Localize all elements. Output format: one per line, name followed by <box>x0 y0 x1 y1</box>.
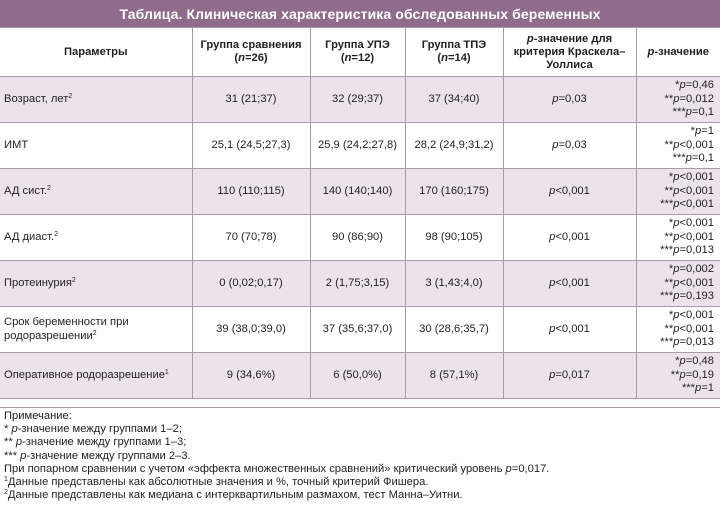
comparison-stars: * <box>668 171 674 184</box>
comparison-stars: ** <box>664 276 674 289</box>
note-stars: ** <box>4 436 16 449</box>
footnote-marker: 2 <box>68 92 73 100</box>
footnote-marker: 2 <box>46 184 51 192</box>
cell-g1-value: 9 (34,6%) <box>192 353 310 399</box>
cell-g2-value: 90 (86;90) <box>310 215 405 261</box>
header-g3-paren: ( <box>437 52 442 64</box>
header-g1-n: n <box>238 52 245 64</box>
cell-g3-value: 170 (160;175) <box>405 169 503 215</box>
parameter-label: Срок беременности при родоразрешении <box>4 316 129 342</box>
p-value: <0,001 <box>679 171 714 184</box>
footnote-marker: 2 <box>4 489 8 497</box>
cell-g1-value: 25,1 (24,5;27,3) <box>192 123 310 169</box>
pairwise-p-line <box>641 309 715 323</box>
footnote-marker: 1 <box>164 368 169 376</box>
p-value: =0,013 <box>679 244 714 257</box>
p-value: =0,46 <box>685 79 714 92</box>
header-g2-n-value: =12) <box>351 52 375 64</box>
cell-pairwise-p <box>636 307 720 353</box>
note-groups-1-2 <box>4 423 716 436</box>
p-value: =1 <box>701 382 714 395</box>
cell-kruskal-wallis <box>503 123 636 169</box>
comparison-stars: *** <box>660 336 674 349</box>
pairwise-p-line <box>641 152 715 166</box>
cell-g2-value: 37 (35,6;37,0) <box>310 307 405 353</box>
cell-parameter <box>0 169 192 215</box>
table-title: Таблица. Клиническая характеристика обследованных беременных <box>0 0 720 27</box>
comparison-stars: *** <box>660 244 674 257</box>
p-value: =0,1 <box>691 152 714 165</box>
p-value: <0,001 <box>679 198 714 211</box>
p-value: <0,001 <box>679 184 714 197</box>
p-symbol: p <box>679 79 686 92</box>
p-value: <0,001 <box>555 276 590 289</box>
p-symbol: p <box>673 92 680 105</box>
p-symbol: p <box>685 106 692 119</box>
parameter-label: АД сист. <box>4 184 47 197</box>
cell-pairwise-p <box>636 215 720 261</box>
cell-g2-value: 140 (140;140) <box>310 169 405 215</box>
p-symbol: p <box>673 138 680 151</box>
cell-g2-value: 2 (1,75;3,15) <box>310 261 405 307</box>
cell-parameter <box>0 77 192 123</box>
comparison-stars: *** <box>672 106 686 119</box>
comparison-stars: * <box>668 217 674 230</box>
p-symbol: p <box>673 276 680 289</box>
cell-kruskal-wallis <box>503 169 636 215</box>
p-value: <0,001 <box>555 322 590 335</box>
cell-g3-value: 3 (1,43;4,0) <box>405 261 503 307</box>
cell-g3-value: 28,2 (24,9;31,2) <box>405 123 503 169</box>
pairwise-p-line <box>641 263 715 277</box>
cell-g1-value: 110 (110;115) <box>192 169 310 215</box>
pairwise-p-line <box>641 277 715 291</box>
comparison-stars: * <box>675 355 680 368</box>
comparison-stars: *** <box>660 290 674 303</box>
p-symbol: p <box>673 322 680 335</box>
note-footnote-1 <box>4 476 716 489</box>
p-symbol: p <box>679 368 686 381</box>
comparison-stars: *** <box>660 198 674 211</box>
cell-kruskal-wallis <box>503 353 636 399</box>
pairwise-p-line <box>641 185 715 199</box>
header-g1-n-value: =26) <box>244 52 268 64</box>
cell-g3-value: 98 (90;105) <box>405 215 503 261</box>
note-stars: *** <box>4 449 21 462</box>
p-value: =0,48 <box>685 355 714 368</box>
header-kw-text: -значение для критерия Краскела–Уоллиса <box>513 32 626 71</box>
note-text: -значение между группами 1–2; <box>17 423 182 436</box>
comparison-stars: *** <box>681 382 695 395</box>
p-value: =0,002 <box>679 263 714 276</box>
p-symbol: p <box>673 336 680 349</box>
p-value: =0,012 <box>679 92 714 105</box>
comparison-stars: * <box>668 309 674 322</box>
p-value: =0,1 <box>691 106 714 119</box>
p-symbol: p <box>549 184 556 197</box>
p-value: =0,19 <box>685 368 714 381</box>
pairwise-p-line <box>641 93 715 107</box>
note-p: p <box>505 462 512 475</box>
cell-g2-value: 6 (50,0%) <box>310 353 405 399</box>
comparison-stars: *** <box>672 152 686 165</box>
footnote-marker: 2 <box>71 276 76 284</box>
p-value: =1 <box>701 125 714 138</box>
header-g1-paren: ( <box>234 52 239 64</box>
cell-g1-value: 70 (70;78) <box>192 215 310 261</box>
cell-parameter <box>0 353 192 399</box>
p-symbol: p <box>673 290 680 303</box>
cell-pairwise-p <box>636 353 720 399</box>
p-value: <0,001 <box>679 276 714 289</box>
pairwise-p-line <box>641 382 715 396</box>
header-kw-p: p <box>526 32 534 45</box>
note-p: p <box>11 423 18 436</box>
comparison-stars: * <box>690 125 695 138</box>
note-text: -значение между группами 1–3; <box>22 436 187 449</box>
table-row <box>0 261 720 307</box>
p-value: <0,001 <box>555 230 590 243</box>
pairwise-p-line <box>641 217 715 231</box>
p-symbol: p <box>673 244 680 257</box>
comparison-stars: ** <box>664 92 674 105</box>
pairwise-p-line <box>641 231 715 245</box>
p-value: <0,001 <box>679 138 714 151</box>
cell-g3-value: 37 (34;40) <box>405 77 503 123</box>
cell-parameter <box>0 123 192 169</box>
pairwise-p-line <box>641 369 715 383</box>
comparison-stars: ** <box>664 322 674 335</box>
pairwise-p-line <box>641 125 715 139</box>
pairwise-p-line <box>641 290 715 304</box>
note-groups-2-3 <box>4 450 716 463</box>
header-g2-name: Группа УПЭ <box>325 39 390 51</box>
p-symbol: p <box>679 355 686 368</box>
cell-pairwise-p <box>636 77 720 123</box>
header-pv-text: -значение <box>654 45 709 58</box>
table-row <box>0 77 720 123</box>
header-params-label: Параметры <box>63 45 128 58</box>
p-value: =0,03 <box>558 92 587 105</box>
header-g3-name: Группа ТПЭ <box>421 39 487 51</box>
cell-g1-value: 39 (38,0;39,0) <box>192 307 310 353</box>
p-value: <0,001 <box>679 322 714 335</box>
header-g2-n: n <box>344 52 352 64</box>
pairwise-p-line <box>641 171 715 185</box>
header-params <box>0 28 192 77</box>
pairwise-p-line <box>641 106 715 120</box>
note-text: Данные представлены как медиана с интерквартильным размахом, тест Манна–Уитни. <box>7 489 463 502</box>
p-value: =0,017 <box>555 368 590 381</box>
cell-parameter <box>0 261 192 307</box>
p-value: =0,013 <box>679 336 714 349</box>
p-value: <0,001 <box>679 230 714 243</box>
parameter-label: АД диаст. <box>4 230 55 243</box>
note-p: p <box>20 449 27 462</box>
footnote-marker: 2 <box>92 329 97 337</box>
pairwise-p-line <box>641 79 715 93</box>
comparison-stars: ** <box>664 138 674 151</box>
footnote-marker: 1 <box>4 476 8 484</box>
cell-kruskal-wallis <box>503 77 636 123</box>
p-symbol: p <box>673 230 680 243</box>
cell-pairwise-p <box>636 169 720 215</box>
pairwise-p-line <box>641 355 715 369</box>
note-groups-1-3 <box>4 436 716 449</box>
cell-g1-value: 31 (21;37) <box>192 77 310 123</box>
cell-g2-value: 25,9 (24,2;27,8) <box>310 123 405 169</box>
p-symbol: p <box>695 382 702 395</box>
p-value: <0,001 <box>555 184 590 197</box>
pairwise-p-line <box>641 323 715 337</box>
table-header-row <box>0 28 720 77</box>
cell-pairwise-p <box>636 123 720 169</box>
cell-kruskal-wallis <box>503 261 636 307</box>
notes-heading: Примечание: <box>4 410 72 422</box>
header-group-tpe <box>405 28 503 77</box>
header-p-value <box>636 28 720 77</box>
header-g3-n-value: =14) <box>447 52 471 64</box>
parameter-label: Возраст, лет <box>4 92 69 105</box>
parameter-label: Протеинурия <box>4 276 72 289</box>
p-value: =0,193 <box>679 290 714 303</box>
table-row <box>0 123 720 169</box>
note-p: p <box>15 436 23 449</box>
p-symbol: p <box>549 230 556 243</box>
header-group-upe <box>310 28 405 77</box>
header-g2-paren: ( <box>340 52 345 64</box>
note-footnote-2 <box>4 489 716 502</box>
p-value: <0,001 <box>679 309 714 322</box>
cell-g3-value: 30 (28,6;35,7) <box>405 307 503 353</box>
p-symbol: p <box>685 152 692 165</box>
pairwise-p-line <box>641 198 715 212</box>
header-kruskal-wallis <box>503 28 636 77</box>
cell-kruskal-wallis <box>503 215 636 261</box>
p-symbol: p <box>552 92 559 105</box>
note-text: Данные представлены как абсолютные значения и %, точный критерий Фишера. <box>7 476 429 489</box>
comparison-stars: ** <box>670 368 680 381</box>
pairwise-p-line <box>641 336 715 350</box>
cell-pairwise-p <box>636 261 720 307</box>
table-row <box>0 307 720 353</box>
p-symbol: p <box>673 263 680 276</box>
footnote-marker: 2 <box>54 230 59 238</box>
p-symbol: p <box>552 138 559 151</box>
cell-kruskal-wallis <box>503 307 636 353</box>
header-pv-p: p <box>647 45 655 58</box>
p-value: =0,03 <box>558 138 587 151</box>
table-notes <box>0 407 720 515</box>
cell-parameter <box>0 307 192 353</box>
p-symbol: p <box>549 322 556 335</box>
note-text: -значение между группами 2–3. <box>26 449 191 462</box>
p-symbol: p <box>695 125 702 138</box>
cell-parameter <box>0 215 192 261</box>
p-symbol: p <box>673 309 680 322</box>
cell-g1-value: 0 (0,02;0,17) <box>192 261 310 307</box>
header-g1-name: Группа сравнения <box>200 39 302 51</box>
parameter-label: ИМТ <box>4 138 29 151</box>
comparison-stars: * <box>668 263 674 276</box>
table-row <box>0 169 720 215</box>
note-critical-level <box>4 463 716 476</box>
p-symbol: p <box>673 198 680 211</box>
note-text: При попарном сравнении с учетом «эффекта множественных сравнений» критический уровень <box>4 462 506 475</box>
pairwise-p-line <box>641 139 715 153</box>
table-row <box>0 215 720 261</box>
header-g3-n: n <box>441 52 448 64</box>
pairwise-p-line <box>641 244 715 258</box>
comparison-stars: ** <box>664 230 674 243</box>
header-group-comparison <box>192 28 310 77</box>
cell-g2-value: 32 (29;37) <box>310 77 405 123</box>
clinical-table <box>0 27 720 399</box>
p-symbol: p <box>549 276 556 289</box>
p-symbol: p <box>673 217 680 230</box>
p-symbol: p <box>549 368 556 381</box>
note-stars: * <box>4 423 12 436</box>
p-symbol: p <box>673 184 680 197</box>
parameter-label: Оперативное родоразрешение <box>4 368 165 381</box>
comparison-stars: ** <box>664 184 674 197</box>
comparison-stars: * <box>675 79 680 92</box>
p-symbol: p <box>673 171 680 184</box>
note-value: =0,017. <box>511 462 550 475</box>
cell-g3-value: 8 (57,1%) <box>405 353 503 399</box>
p-value: <0,001 <box>679 217 714 230</box>
table-row <box>0 353 720 399</box>
